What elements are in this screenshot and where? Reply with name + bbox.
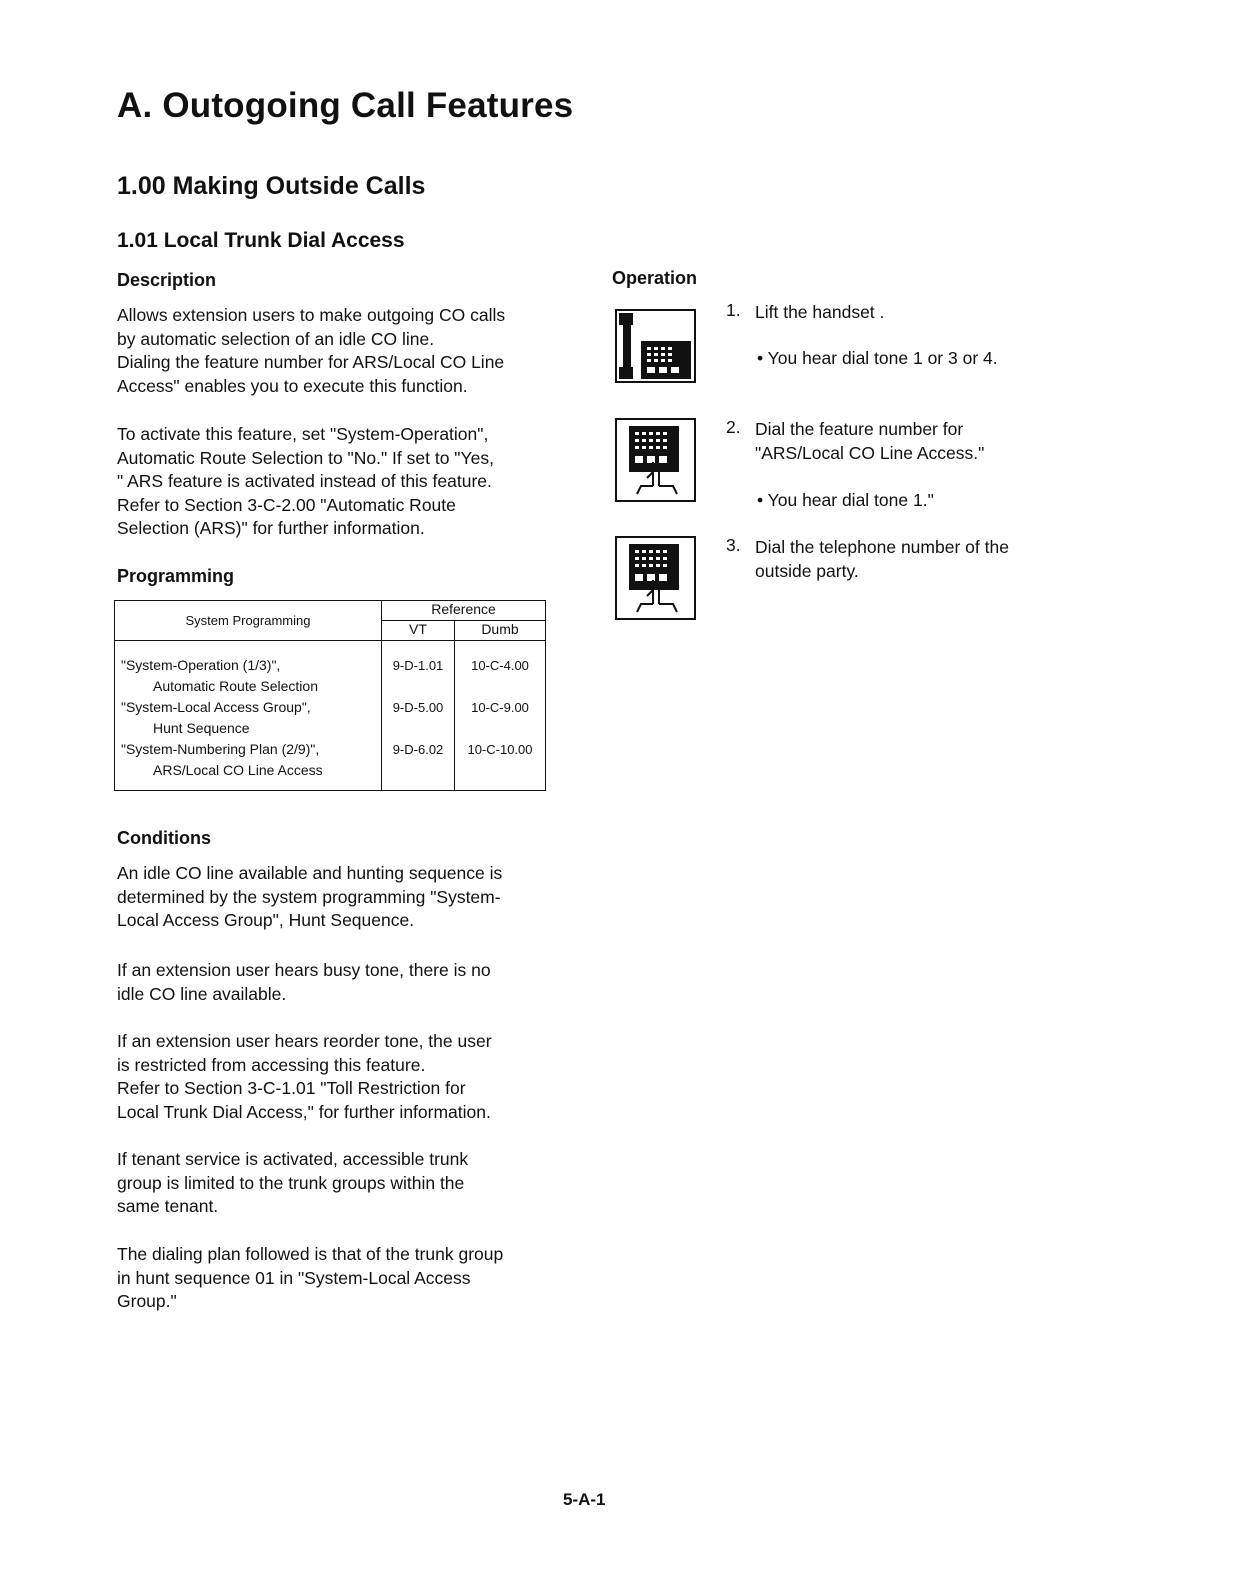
system-programming-cell bbox=[115, 641, 382, 791]
step-2-note: • You hear dial tone 1." bbox=[757, 490, 934, 510]
table-row-2-dumb: 10-C-9.00 bbox=[471, 700, 529, 715]
col-vt: VT bbox=[382, 621, 455, 641]
table-row-2-line-1: "System-Local Access Group", bbox=[121, 699, 311, 715]
conditions-paragraph-4: If tenant service is activated, accessible trunk group is limited to the trunk groups within the same tenant. bbox=[117, 1149, 469, 1216]
conditions-paragraph-1: An idle CO line available and hunting sequence is determined by the system programming "System- Local Access Group", Hunt Sequence. bbox=[117, 863, 503, 930]
description-heading: Description bbox=[117, 270, 217, 290]
page-title: A. Outogoing Call Features bbox=[117, 86, 574, 125]
description-paragraph-2: To activate this feature, set "System-Operation", Automatic Route Selection to "No." If set to "Yes, " ARS feature is activated instead of this feature. Refer to Section 3-C-2.00 "Automatic Route Selection (ARS)" for further information. bbox=[117, 424, 494, 538]
programming-table bbox=[114, 600, 546, 791]
step-2-text: Dial the feature number for "ARS/Local CO Line Access." bbox=[755, 419, 985, 463]
page-number: 5-A-1 bbox=[563, 1490, 606, 1509]
col-reference: Reference bbox=[382, 601, 546, 621]
dumb-cell bbox=[455, 641, 546, 791]
keypad-dial-icon bbox=[615, 536, 696, 620]
conditions-paragraph-2: If an extension user hears busy tone, there is no idle CO line available. bbox=[117, 960, 491, 1004]
conditions-paragraph-5: The dialing plan followed is that of the trunk group in hunt sequence 01 in "System-Local Access Group." bbox=[117, 1244, 504, 1311]
table-row-1-dumb: 10-C-4.00 bbox=[471, 658, 529, 673]
table-row-2-line-2: Hunt Sequence bbox=[153, 720, 250, 736]
description-paragraph-1: Allows extension users to make outgoing CO calls by automatic selection of an idle CO line. Dialing the feature number for ARS/Local CO Line Access" enables you to execute this function. bbox=[117, 305, 506, 396]
section-heading: 1.00 Making Outside Calls bbox=[117, 172, 426, 200]
table-row-3-vt: 9-D-6.02 bbox=[392, 742, 444, 757]
subsection-heading: 1.01 Local Trunk Dial Access bbox=[117, 229, 405, 252]
step-1-number: 1. bbox=[726, 300, 741, 320]
table-row-1-line-1: "System-Operation (1/3)", bbox=[121, 657, 281, 673]
operation-heading: Operation bbox=[612, 268, 698, 288]
table-row-3-line-2: ARS/Local CO Line Access bbox=[153, 762, 323, 778]
table-row-2-vt: 9-D-5.00 bbox=[392, 700, 444, 715]
table-row-3-line-1: "System-Numbering Plan (2/9)", bbox=[121, 741, 320, 757]
table-row-1-line-2: Automatic Route Selection bbox=[153, 678, 318, 694]
vt-cell bbox=[382, 641, 455, 791]
keypad-dial-icon bbox=[615, 418, 696, 502]
col-system-programming: System Programming bbox=[115, 601, 382, 641]
step-1-note: • You hear dial tone 1 or 3 or 4. bbox=[757, 348, 998, 368]
step-2-number: 2. bbox=[726, 417, 741, 437]
step-3-number: 3. bbox=[726, 535, 741, 555]
step-1-text: Lift the handset . bbox=[755, 302, 885, 322]
conditions-heading: Conditions bbox=[117, 828, 211, 848]
conditions-paragraph-3: If an extension user hears reorder tone, the user is restricted from accessing this feature. Refer to Section 3-C-1.01 "Toll Restriction for Local Trunk Dial Access," for further information. bbox=[117, 1031, 492, 1122]
programming-heading: Programming bbox=[117, 566, 235, 586]
table-row-3-dumb: 10-C-10.00 bbox=[467, 742, 533, 757]
table-row-1-vt: 9-D-1.01 bbox=[392, 658, 444, 673]
col-dumb: Dumb bbox=[455, 621, 546, 641]
handset-lift-icon bbox=[615, 309, 696, 383]
step-3-text: Dial the telephone number of the outside party. bbox=[755, 537, 1009, 581]
